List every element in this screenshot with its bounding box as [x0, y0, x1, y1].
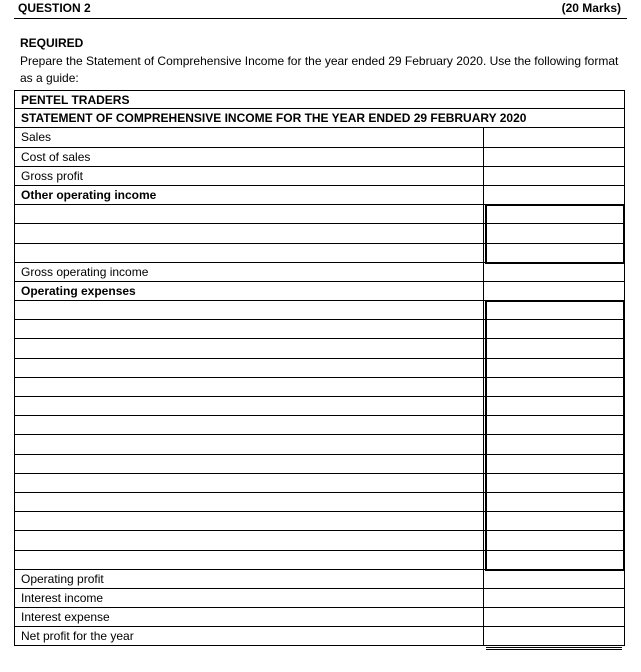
expense-blank-row: [14, 551, 625, 570]
operating-profit-row: [14, 570, 625, 589]
company-name: PENTEL TRADERS: [21, 93, 130, 107]
operating-expenses-amount-cell[interactable]: [483, 282, 624, 300]
expense-amount-cell[interactable]: [483, 493, 624, 511]
expense-amount-cell[interactable]: [483, 339, 624, 357]
interest-expense-label: Interest expense: [21, 610, 110, 625]
expense-amount-cell[interactable]: [483, 531, 624, 549]
cost-of-sales-row: [14, 148, 625, 167]
other-income-blank-row: [14, 224, 625, 243]
question-header: [14, 0, 627, 19]
cost-of-sales-amount-cell[interactable]: [483, 148, 624, 166]
question-number: QUESTION 2: [18, 1, 91, 15]
sales-row: [14, 128, 625, 147]
expense-blank-row: [14, 455, 625, 474]
company-name-row: [14, 90, 625, 109]
other-operating-income-amount-cell[interactable]: [483, 186, 624, 204]
other-operating-income-label: Other operating income: [21, 187, 157, 202]
net-profit-amount-cell[interactable]: [483, 627, 624, 645]
operating-profit-label: Operating profit: [21, 571, 104, 586]
expense-amount-cell[interactable]: [483, 435, 624, 453]
expense-blank-row: [14, 474, 625, 493]
sales-label: Sales: [21, 130, 52, 145]
expense-blank-row: [14, 512, 625, 531]
other-income-amount-cell[interactable]: [483, 205, 624, 223]
income-statement-table: [14, 90, 625, 646]
expense-amount-cell[interactable]: [483, 320, 624, 338]
expense-blank-row: [14, 378, 625, 397]
sales-amount-cell[interactable]: [483, 128, 624, 146]
instruction-text: Prepare the Statement of Comprehensive Income for the year ended 29 February 2020. Use the following format as a guide:: [20, 54, 619, 85]
expense-blank-row: [14, 435, 625, 454]
gross-profit-amount-cell[interactable]: [483, 167, 624, 185]
expense-amount-cell[interactable]: [483, 551, 624, 569]
expense-amount-cell[interactable]: [483, 416, 624, 434]
expense-blank-row: [14, 320, 625, 339]
gross-operating-income-row: [14, 263, 625, 282]
other-income-amount-cell[interactable]: [483, 224, 624, 242]
other-operating-income-row: [14, 186, 625, 205]
operating-expenses-block: [14, 301, 625, 570]
other-income-block: [14, 205, 625, 263]
expense-amount-cell[interactable]: [483, 474, 624, 492]
expense-amount-cell[interactable]: [483, 455, 624, 473]
cost-of-sales-label: Cost of sales: [21, 149, 91, 164]
gross-profit-label: Gross profit: [21, 168, 84, 183]
expense-blank-row: [14, 359, 625, 378]
operating-expenses-label: Operating expenses: [21, 283, 136, 298]
expense-amount-cell[interactable]: [483, 512, 624, 530]
gross-operating-income-label: Gross operating income: [21, 264, 149, 279]
gross-profit-row: [14, 167, 625, 186]
statement-title-row: [14, 109, 625, 128]
other-income-blank-row: [14, 244, 625, 263]
expense-blank-row: [14, 416, 625, 435]
interest-income-row: [14, 589, 625, 608]
statement-title: STATEMENT OF COMPREHENSIVE INCOME FOR THE YEAR ENDED 29 FEBRUARY 2020: [21, 111, 527, 126]
operating-profit-amount-cell[interactable]: [483, 570, 624, 588]
expense-blank-row: [14, 339, 625, 358]
expense-amount-cell[interactable]: [483, 359, 624, 377]
interest-expense-row: [14, 608, 625, 627]
expense-blank-row: [14, 397, 625, 416]
gross-operating-income-amount-cell[interactable]: [483, 263, 624, 281]
other-income-blank-row: [14, 205, 625, 224]
net-profit-row: [14, 627, 625, 646]
required-heading: REQUIRED: [20, 36, 84, 50]
expense-amount-cell[interactable]: [483, 378, 624, 396]
other-income-amount-cell[interactable]: [483, 244, 624, 262]
interest-income-label: Interest income: [21, 590, 104, 605]
expense-blank-row: [14, 493, 625, 512]
net-profit-label: Net profit for the year: [21, 629, 134, 644]
expense-amount-cell[interactable]: [483, 301, 624, 319]
expense-blank-row: [14, 301, 625, 320]
operating-expenses-row: [14, 282, 625, 301]
question-marks: (20 Marks): [561, 1, 621, 15]
interest-expense-amount-cell[interactable]: [483, 608, 624, 626]
interest-income-amount-cell[interactable]: [483, 589, 624, 607]
expense-amount-cell[interactable]: [483, 397, 624, 415]
expense-blank-row: [14, 531, 625, 550]
